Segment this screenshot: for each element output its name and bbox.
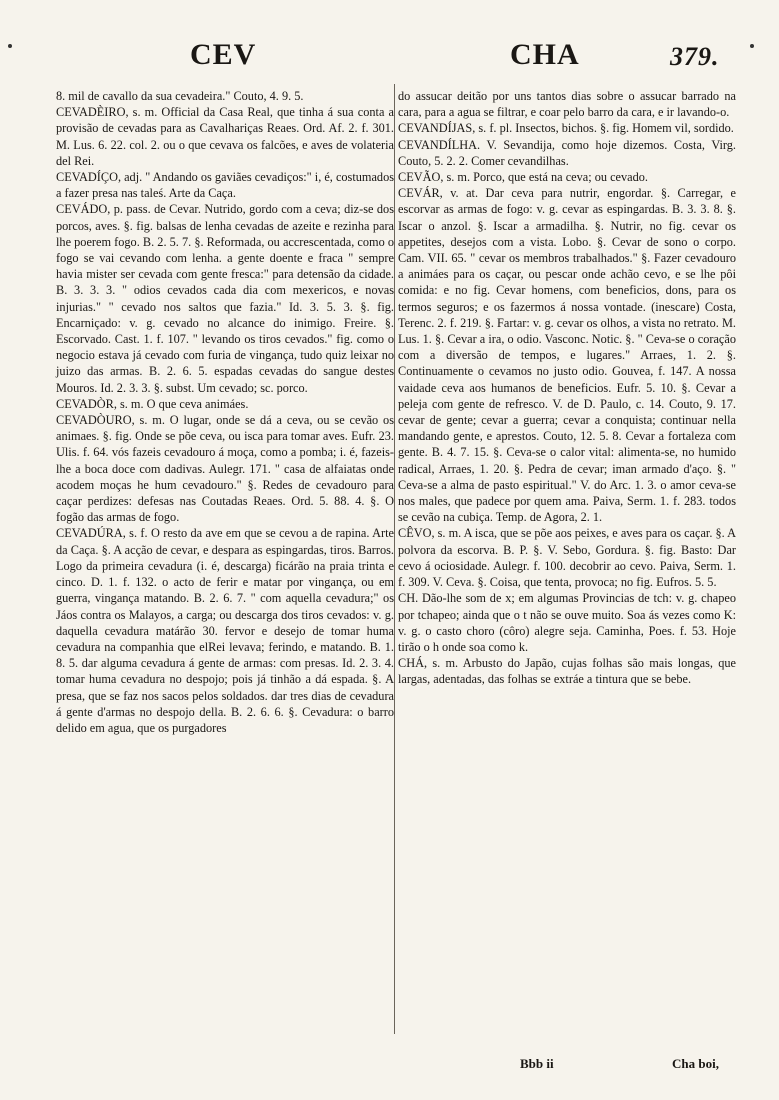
running-head-right: CHA	[510, 38, 580, 71]
margin-dot	[8, 44, 12, 48]
entry: CEVÁDO, p. pass. de Cevar. Nutrido, gordo com a ceva; diz-se dos porcos, aves. §. fig. balsas de lenha cevadas de azeite e rezinha para lhe poerem fogo. B. 2. 5. 7. §. Reformada, ou accrescentada, como o fogo se vai cevando com lenha. a gente doente e fraca " sempre havia mister ser cevada com gente fresca:" para detensão da cidade. B. 3. 3. 3. " odios cevados cada dia com mexericos, e novas injurias." " cevado nos saltos que fazia." Id. 3. 5. 3. §. fig. Encarniçado: v. g. cevado no alcance do inimigo. Freire. §. Escorvado. Cast. 1. f. 107. " levando os tiros cevados." fig. como o negocio estava já cevado com furia de vingança, tudo quiz leixar no juizo das armas. B. 2. 6. 5. espadas cevadas do sangue destes Mouros. Id. 2. 3. 3. §. subst. Um cevado; sc. porco.	[56, 202, 394, 395]
right-column	[398, 88, 736, 688]
catchword: Cha boi,	[672, 1056, 719, 1071]
entry: CEVÃO, s. m. Porco, que está na ceva; ou cevado.	[398, 170, 648, 185]
left-column	[56, 88, 394, 736]
entry: CEVANDÍJAS, s. f. pl. Insectos, bichos. §. fig. Homem vil, sordido.	[398, 121, 734, 136]
page-number: 379.	[670, 42, 720, 71]
entry: CEVÁR, v. at. Dar ceva para nutrir, engordar. §. Carregar, e escorvar as armas de fogo: v. g. cevar as espingardas. B. 3. 3. 8. §. Iscar o anzol. §. Iscar a armadilha. §. Nutrir, no fig. cevar os appetites, desejos com a vista. Lobo. §. Cevar de sono o corpo. Cam. VII. 65. " cevar os membros trabalhados." §. Fazer cevadouro a animáes para os caçar, ou pescar onde achão cevo, e se lhe pôi comida: e no fig. Cevar homens, com beneficios, dons, para os termos seguros; e os fazermos á nossa vontade. (inescare) Costa, Terenc. 2. f. 219. §. Fartar: v. g. cevar os olhos, a vista no retrato. M. Lus. 1. §. Cevar a ira, o odio. Vasconc. Notic. §. " Ceva-se o coração com a diversão de tempos, e lugares." Arraes, 1. 2. §. Continuamente o cevamos no justo odio. Gouvea, f. 147. A nossa vaidade ceva aos humanos de beneficios. Eufr. 5. 10. §. Cevar a peleja com gente de refresco. V. de D. Paulo, c. 14. Couto, 9. 17. cevar de gente; cevar a guerra; cevar a conquista; continuar nella mandando gente, e aprestos. Couto, 12. 5. 8. Cevar a fortaleza com gente. B. 4. 7. 15. §. Ceva-se o calor vital: alimenta-se, no humido radical, Arraes, 1. 20. §. Pedra de cevar; iman armado d'aço. §. " Ceva-se a alma de pasto espiritual." V. do Arc. 1. 3. o amor ceva-se nos males, que padece por quem ama. Paiva, Serm. 1. f. 283. todos se cevão na cubiça. Temp. de Agora, 2. 1.	[398, 186, 736, 525]
entry: CEVANDÍLHA. V. Sevandija, como hoje dizemos. Costa, Virg. Couto, 5. 2. 2. Comer cevandilhas.	[398, 137, 736, 168]
entry: CEVADÒURO, s. m. O lugar, onde se dá a ceva, ou se cevão os animaes. §. fig. Onde se põe ceva, ou isca para tomar aves. Eufr. 23. Ulis. f. 64. vós fazeis cevadouro á moça, como a pomba; i. é, fazeis-lhe a boca doce com dadivas. Aulegr. 171. " casa de alfaiatas onde acodem moças he hum cevadouro." §. Redes de cevadouro para caçar perdizes: defesas nas Coutadas Reaes. Ord. 5. 88. 4. §. O fogão das armas de fogo.	[56, 413, 394, 525]
entry: CEVADÈIRO, s. m. Official da Casa Real, que tinha á sua conta a provisão de cevadas para as Cavalhariças Reaes. Ord. Af. 2. f. 301. M. Lus. 6. 22. col. 2. ou o que cevava os falcões, e aves de volateria del Rei.	[56, 105, 394, 168]
margin-dot	[750, 44, 754, 48]
entry: 8. mil de cavallo da sua cevadeira." Couto, 4. 9. 5.	[56, 89, 304, 103]
entry: CEVADÚRA, s. f. O resto da ave em que se cevou a de rapina. Arte da Caça. §. A acção de cevar, e despara as espingardas, tiros. Barros. Logo da primeira cevadura (i. é, descarga) ficárão na praia trinta e cinco. D. 1. f. 132. o acto de ferir e matar por vingança, ou em guerra, vingança matando. B. 2. 6. 7. " com aquella cevadura;" os Jáos contra os Malayos, a carga; ou descarga dos tiros cevados: v. g. daquella cevadura matárão 30. fervor e desejo de tomar huma cevadura na companhia que elRei levava; ferindo, e matando. B. 1. 8. 5. dar alguma cevadura á gente de armas: com presas. Id. 2. 3. 4. tomar huma cevadura no despojo; pois já tinhão a dá espada. §. A presa, que se faz nos sacos pelos soldados. dar tres dias de cevadura á gente d'armas no despojo della. B. 2. 6. 6. §. Cevadura: o barro delido em agua, que os purgadores	[56, 526, 394, 735]
entry: do assucar deitão por uns tantos dias sobre o assucar barrado na cara, para a agua se filtrar, e coar pelo barro da cara, e ir lavando-o.	[398, 89, 736, 120]
entry: CEVADÍÇO, adj. " Andando os gaviães cevadiços:" i, é, costumados a fazer presa nas taleś. Arte da Caça.	[56, 170, 395, 201]
running-head-left: CEV	[190, 38, 257, 71]
column-divider	[394, 84, 395, 1034]
entry: CEVADÒR, s. m. O que ceva animáes.	[56, 396, 249, 411]
entry: CH. Dão-lhe som de x; em algumas Provincias de tch: v. g. chapeo por tchapeo; ainda que o t não se ouve muito. Soa ás vezes como K: v. g. o casto choro (côro) alegre seja. Caminha, Poes. f. 53. Hoje tirão o h onde soa como k.	[398, 591, 736, 654]
entry: CÊVO, s. m. A isca, que se põe aos peixes, e aves para os caçar. §. A polvora da escorva. B. P. §. V. Sebo, Gordura. §. fig. Basto: Dar cevo á ociosidade. Aulegr. f. 100. decobrir ao cevo. Paiva, Serm. 1. f. 309. V. Ceva. §. Coisa, que tenta, provoca; no fig. Eufros. 5. 5.	[398, 526, 736, 590]
signature-mark: Bbb ii	[520, 1056, 554, 1071]
entry: CHÁ, s. m. Arbusto do Japão, cujas folhas são mais longas, que largas, adentadas, das folhas se extráe a tintura que se bebe.	[398, 656, 736, 687]
